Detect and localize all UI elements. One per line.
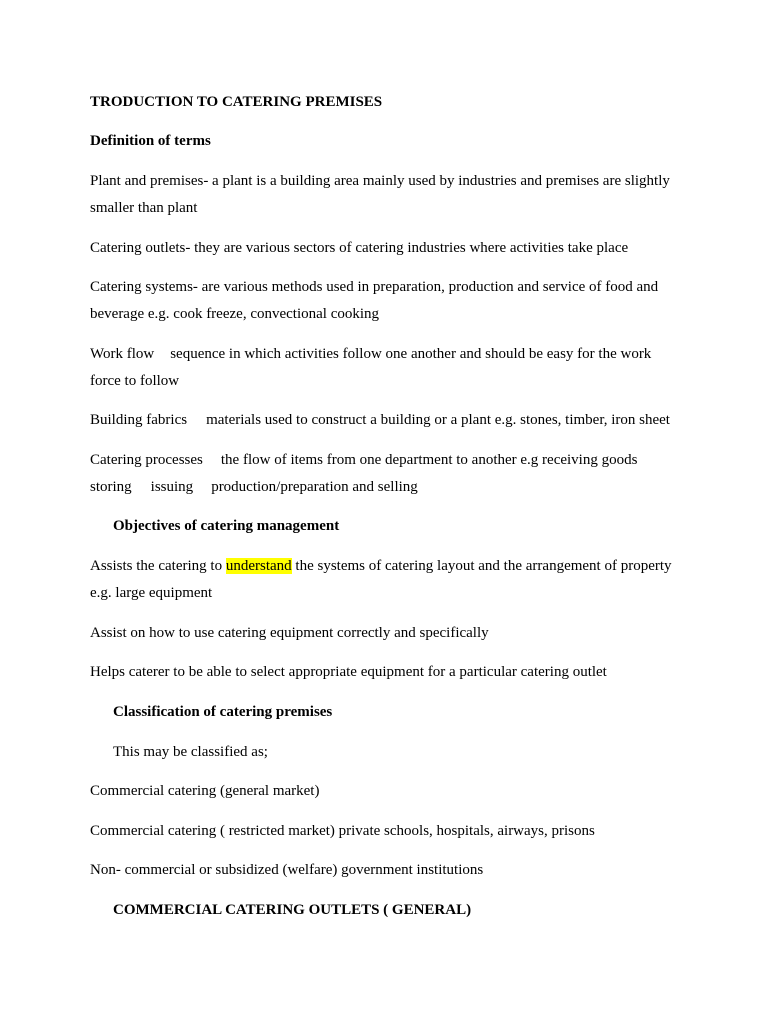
- definition-heading: Definition of terms: [90, 133, 211, 149]
- objectives-heading: Objectives of catering management: [113, 518, 340, 534]
- document-page: [90, 0, 690, 1024]
- objective-1-after: the systems of catering layout and the arrangement of property: [291, 558, 672, 574]
- plant-definition-line2: smaller than plant: [90, 200, 198, 216]
- objective-1-before: Assists the catering to: [90, 558, 226, 574]
- workflow-term: Work flow: [90, 346, 155, 362]
- processes-term: Catering processes: [90, 452, 203, 468]
- fabrics-text: materials used to construct a building or a plant e.g. stones, timber, iron sheet: [206, 412, 670, 428]
- objective-1-line1: [90, 557, 672, 575]
- classification-item-restricted: Commercial catering ( restricted market) private schools, hospitals, airways, prisons: [90, 823, 595, 839]
- processes-definition-line2: [90, 478, 418, 496]
- fabrics-term: Building fabrics: [90, 412, 188, 428]
- processes-word-issuing: issuing: [150, 479, 194, 495]
- objective-3: Helps caterer to be able to select appropriate equipment for a particular catering outlet: [90, 664, 607, 680]
- workflow-definition-line1: [90, 345, 651, 363]
- highlighted-word: understand: [225, 558, 292, 574]
- workflow-definition-line2: force to follow: [90, 373, 180, 389]
- classification-item-noncommercial: Non- commercial or subsidized (welfare) government institutions: [90, 862, 484, 878]
- general-outlets-heading: COMMERCIAL CATERING OUTLETS ( GENERAL): [113, 902, 472, 918]
- fabrics-definition: [90, 411, 670, 429]
- systems-definition-line1: Catering systems- are various methods used in preparation, production and service of food and: [90, 279, 659, 295]
- objective-1-line2: e.g. large equipment: [90, 585, 213, 601]
- objective-2: Assist on how to use catering equipment correctly and specifically: [90, 625, 489, 641]
- processes-definition-line1: [90, 451, 637, 469]
- classification-heading: Classification of catering premises: [113, 704, 333, 720]
- workflow-text: sequence in which activities follow one another and should be easy for the work: [170, 346, 652, 362]
- document-title: TRODUCTION TO CATERING PREMISES: [90, 94, 383, 110]
- processes-word-production: production/preparation and selling: [211, 479, 418, 495]
- processes-text: the flow of items from one department to another e.g receiving goods: [220, 452, 638, 468]
- systems-definition-line2: beverage e.g. cook freeze, convectional cooking: [90, 306, 380, 322]
- outlets-definition: Catering outlets- they are various sectors of catering industries where activities take place: [90, 240, 629, 256]
- classification-item-general: Commercial catering (general market): [90, 783, 320, 799]
- plant-definition-line1: Plant and premises- a plant is a building area mainly used by industries and premises are slightly: [90, 173, 670, 189]
- processes-word-storing: storing: [90, 479, 132, 495]
- classified-as-text: This may be classified as;: [113, 744, 268, 760]
